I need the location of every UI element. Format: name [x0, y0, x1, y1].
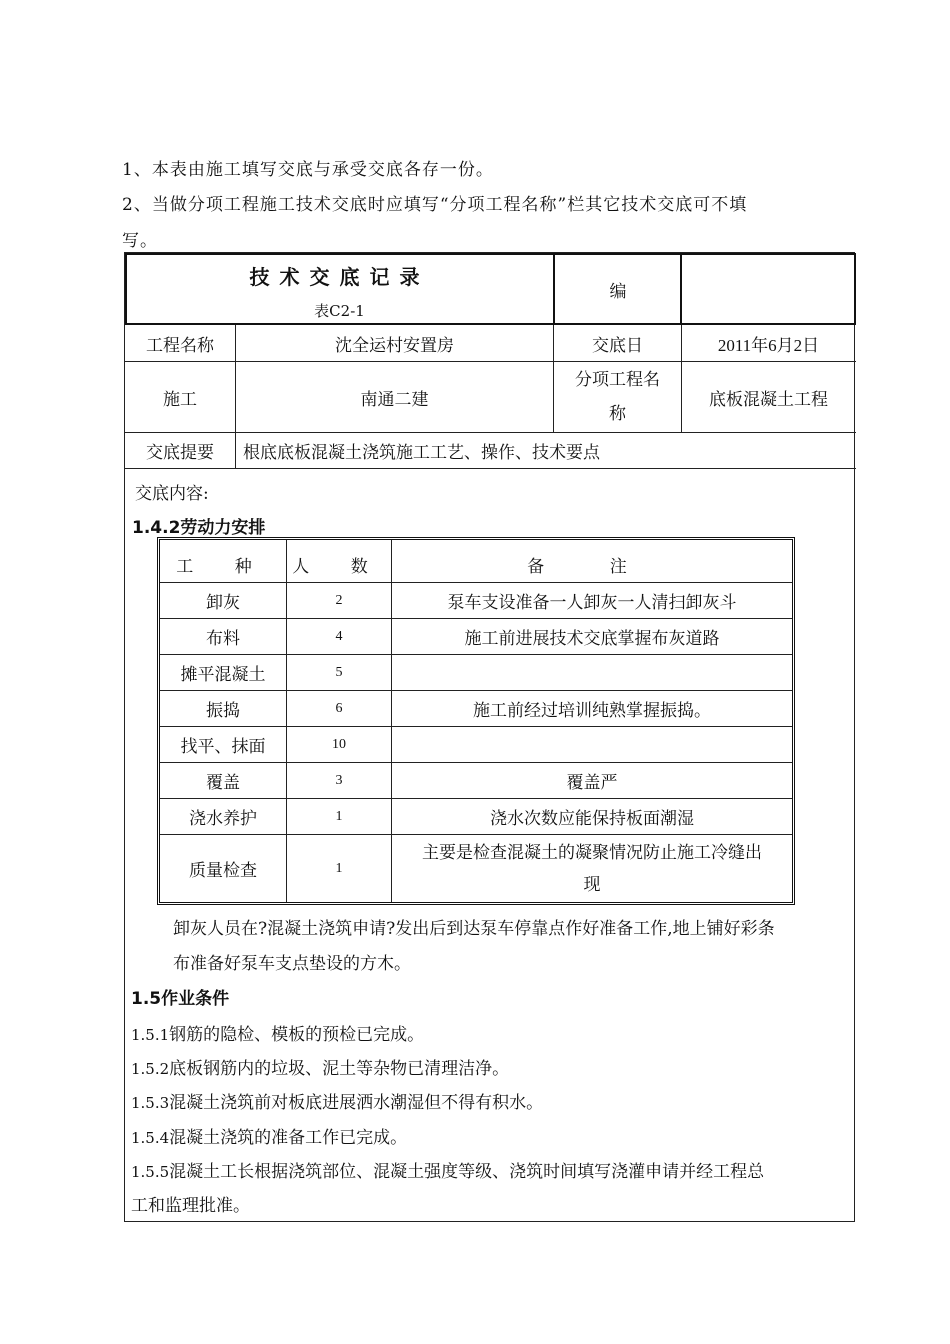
header-count: 人 数	[292, 556, 386, 577]
form-number: 表C2-1	[314, 302, 365, 320]
condition-1	[131, 1020, 424, 1045]
note-3: 写。	[122, 231, 158, 251]
form-title-cell	[125, 253, 554, 325]
condition-5-continuation: 工和监理批准。	[131, 1196, 250, 1216]
labor-type-1: 卸灰	[206, 593, 240, 613]
header-job-type: 工 种	[176, 556, 270, 577]
condition-4-num: 1.5.4	[131, 1129, 170, 1147]
condition-1-text: 钢筋的隐检、模板的预检已完成。	[169, 1025, 425, 1045]
paragraph-line2: 布准备好泵车支点垫设的方木。	[173, 954, 411, 974]
labor-type-5: 找平、抹面	[180, 737, 266, 757]
paragraph-line1: 卸灰人员在?混凝土浇筑申请?发出后到达泵车停靠点作好准备工作,地上铺好彩条	[173, 919, 775, 939]
labor-type-7: 浇水养护	[189, 809, 257, 829]
labor-note-8-line1: 主要是检查混凝土的凝聚情况防止施工冷缝出	[422, 842, 762, 863]
labor-note-8-line2: 现	[583, 874, 601, 895]
project-name-label: 工程名称	[146, 335, 214, 356]
labor-table	[157, 537, 795, 905]
condition-5-text: 混凝土工长根据浇筑部位、混凝土强度等级、浇筑时间填写浇灌申请并经工程总	[169, 1162, 765, 1182]
contractor-value: 南通二建	[360, 389, 429, 410]
labor-note-7: 浇水次数应能保持板面潮湿	[490, 809, 694, 829]
labor-type-3: 摊平混凝土	[180, 665, 266, 685]
project-name-value: 沈全运村安置房	[335, 335, 454, 356]
labor-count-4: 6	[335, 700, 343, 716]
condition-2	[131, 1054, 509, 1079]
labor-count-3: 5	[335, 664, 343, 680]
labor-note-2: 施工前进展技术交底掌握布灰道路	[464, 629, 720, 649]
condition-4	[131, 1123, 407, 1148]
labor-note-5	[392, 727, 792, 762]
contractor-label: 施工	[163, 389, 197, 410]
summary-label: 交底提要	[146, 443, 214, 463]
content-label: 交底内容:	[135, 484, 209, 504]
condition-5	[131, 1157, 764, 1182]
labor-count-8: 1	[335, 860, 343, 876]
condition-1-num: 1.5.1	[131, 1026, 170, 1044]
condition-2-num: 1.5.2	[131, 1060, 170, 1078]
summary-value: 根底底板混凝土浇筑施工工艺、操作、技术要点	[243, 443, 600, 463]
bian-value	[682, 253, 855, 325]
labor-note-4: 施工前经过培训纯熟掌握振捣。	[473, 701, 711, 721]
labor-type-6: 覆盖	[206, 773, 240, 793]
labor-type-4: 振捣	[206, 701, 240, 721]
condition-2-text: 底板钢筋内的垃圾、泥土等杂物已清理洁净。	[169, 1059, 510, 1079]
disclosure-date-label: 交底日	[592, 335, 643, 356]
labor-note-8	[392, 835, 792, 902]
condition-3-text: 混凝土浇筑前对板底进展洒水潮湿但不得有积水。	[169, 1093, 544, 1113]
note-2: 2、当做分项工程施工技术交底时应填写“分项工程名称”栏其它技术交底可不填	[122, 195, 748, 215]
labor-type-8: 质量检查	[189, 861, 257, 881]
labor-note-6: 覆盖严	[566, 773, 618, 793]
disclosure-date-value: 2011年6月2日	[717, 335, 820, 355]
bian-label: 编	[609, 281, 627, 302]
form-title: 技术交底记录	[249, 265, 430, 289]
labor-count-1: 2	[335, 592, 343, 608]
labor-count-7: 1	[335, 808, 343, 824]
condition-3-num: 1.5.3	[131, 1094, 170, 1112]
subproject-label-line1: 分项工程名	[575, 370, 660, 390]
condition-5-num: 1.5.5	[131, 1163, 170, 1181]
condition-3	[131, 1088, 543, 1113]
labor-type-2: 布料	[206, 629, 240, 649]
section-labor-heading: 1.4.2劳动力安排	[132, 518, 266, 538]
labor-count-5: 10	[332, 736, 346, 752]
labor-note-1: 泵车支设准备一人卸灰一人清扫卸灰斗	[447, 593, 737, 613]
subproject-label-line2: 称	[609, 404, 626, 424]
labor-count-6: 3	[335, 772, 343, 788]
subproject-label	[554, 362, 681, 432]
header-note: 备 注	[527, 556, 657, 577]
condition-4-text: 混凝土浇筑的准备工作已完成。	[169, 1128, 408, 1148]
note-1: 1、本表由施工填写交底与承受交底各存一份。	[122, 160, 494, 180]
labor-note-3	[392, 655, 792, 690]
labor-count-2: 4	[335, 628, 343, 644]
subproject-value: 底板混凝土工程	[709, 389, 828, 410]
section-conditions-heading: 1.5作业条件	[131, 989, 230, 1009]
